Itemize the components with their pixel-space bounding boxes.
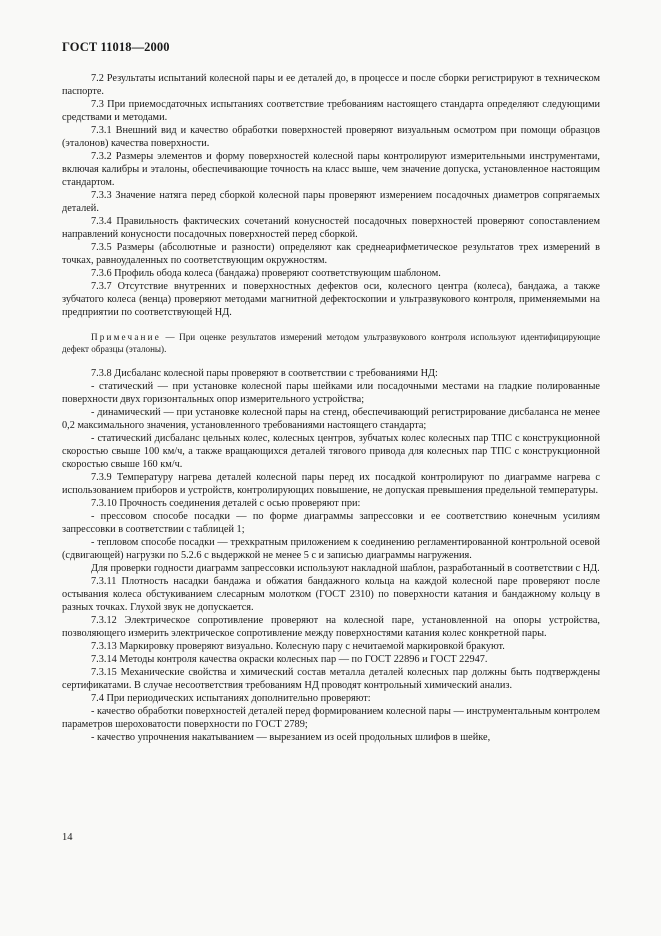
page-number: 14 <box>62 832 73 843</box>
paragraph-7-2: 7.2 Результаты испытаний колесной пары и ее деталей до, в процессе и после сборки регистрируют в техническом паспорте. <box>62 73 600 97</box>
list-item-static: - статический — при установке колесной пары шейками или посадочными местами на гладкие полированные поверхности двух горизонтальных опор измерительного устройства; <box>62 381 600 405</box>
paragraph-7-3-1: 7.3.1 Внешний вид и качество обработки поверхностей проверяют визуальным осмотром при помощи образцов (эталонов) качества поверхности. <box>62 125 600 149</box>
list-item-dynamic: - динамический — при установке колесной пары на стенд, обеспечивающий регистрирование дисбаланса не менее 0,2 максимального значения, установленного требованиями настоящего стандарта; <box>62 407 600 431</box>
list-item-roughness: - качество обработки поверхностей деталей перед формированием колесной пары — инструментальным контролем параметров шероховатости поверхности по ГОСТ 2789; <box>62 706 600 730</box>
document-header: ГОСТ 11018—2000 <box>62 40 170 54</box>
paragraph-7-3: 7.3 При приемосдаточных испытаниях соответствие требованиям настоящего стандарта определяют следующими средствами и методами. <box>62 99 600 123</box>
note-text: — При оценке результатов измерений методом ультразвукового контроля используют идентифицирующие дефект образцы (эталоны). <box>62 332 600 354</box>
note <box>62 331 600 355</box>
paragraph-7-3-2: 7.3.2 Размеры элементов и форму поверхностей колесной пары контролируют измерительными инструментами, включая калибры и эталоны, обеспечивающие точность на класс выше, чем значение допуска, установленное настоящим стандартом. <box>62 151 600 188</box>
paragraph-7-3-6: 7.3.6 Профиль обода колеса (бандажа) проверяют соответствующим шаблоном. <box>91 268 441 279</box>
list-item-press-fit: - прессовом способе посадки — по форме диаграммы запрессовки и ее соответствию конечным усилиям запрессовки в соответствии с таблицей 1; <box>62 511 600 535</box>
list-item-hardening: - качество упрочнения накатыванием — вырезанием из осей продольных шлифов в шейке, <box>91 732 491 743</box>
paragraph-7-3-3: 7.3.3 Значение натяга перед сборкой колесной пары проверяют измерением посадочных диаметров сопрягаемых деталей. <box>62 190 600 214</box>
list-item-thermal-fit: - тепловом способе посадки — трехкратным приложением к соединению регламентированной контрольной осевой (сдвигающей) нагрузки по 5.2.6 с выдержкой не менее 5 с и записью диаграммы нагружения. <box>62 537 600 561</box>
paragraph-7-4: 7.4 При периодических испытаниях дополнительно проверяют: <box>91 693 371 704</box>
document-body <box>62 72 600 744</box>
paragraph-7-3-14: 7.3.14 Методы контроля качества окраски колесных пар — по ГОСТ 22896 и ГОСТ 22947. <box>91 654 488 665</box>
paragraph-template: Для проверки годности диаграмм запрессовки используют накладной шаблон, разработанный в соответствии с НД. <box>91 563 600 574</box>
paragraph-7-3-15: 7.3.15 Механические свойства и химический состав металла деталей колесных пар должны быть подтверждены сертификатами. В случае несоответствия требованиям НД проводят контрольный химический анализ. <box>62 667 600 691</box>
paragraph-7-3-5: 7.3.5 Размеры (абсолютные и разности) определяют как среднеарифметическое результатов трех измерений в точках, равноудаленных по соответствующим окружностям. <box>62 242 600 266</box>
note-label: Примечание <box>91 332 161 342</box>
paragraph-7-3-13: 7.3.13 Маркировку проверяют визуально. Колесную пару с нечитаемой маркировкой бракуют. <box>91 641 505 652</box>
list-item-static-imbalance: - статический дисбаланс цельных колес, колесных центров, зубчатых колес колесных пар ТПС с конструкционной скоростью свыше 100 км/ч, а также вращающихся деталей тягового привода для колесных пар ТПС с конструкционной скоростью свыше 160 км/ч. <box>62 433 600 470</box>
paragraph-7-3-12: 7.3.12 Электрическое сопротивление проверяют на колесной паре, установленной на опоры устройства, позволяющего измерить электрическое сопротивление между поверхностями катания колес конкретной пары. <box>62 615 600 639</box>
paragraph-7-3-8: 7.3.8 Дисбаланс колесной пары проверяют в соответствии с требованиями НД: <box>91 368 438 379</box>
paragraph-7-3-10: 7.3.10 Прочность соединения деталей с осью проверяют при: <box>91 498 361 509</box>
paragraph-7-3-7: 7.3.7 Отсутствие внутренних и поверхностных дефектов оси, колесного центра (колеса), бандажа, а также зубчатого колеса (венца) проверяют методами магнитной дефектоскопии и ультразвукового контроля, применяемыми на предприятии по соответствующей НД. <box>62 281 600 318</box>
paragraph-7-3-4: 7.3.4 Правильность фактических сочетаний конусностей посадочных поверхностей проверяют сопоставлением направлений конусности посадочных поверхностей перед сборкой. <box>62 216 600 240</box>
paragraph-7-3-9: 7.3.9 Температуру нагрева деталей колесной пары перед их посадкой контролируют по диаграмме нагрева с использованием приборов и устройств, контролирующих повышение, не допуская превышения предельной температуры. <box>62 472 600 496</box>
paragraph-7-3-11: 7.3.11 Плотность насадки бандажа и обжатия бандажного кольца на каждой колесной паре проверяют после остывания колеса обстукиванием слесарным молотком (ГОСТ 2310) по поверхности катания и бандажному кольцу в разных точках. Глухой звук не допускается. <box>62 576 600 613</box>
